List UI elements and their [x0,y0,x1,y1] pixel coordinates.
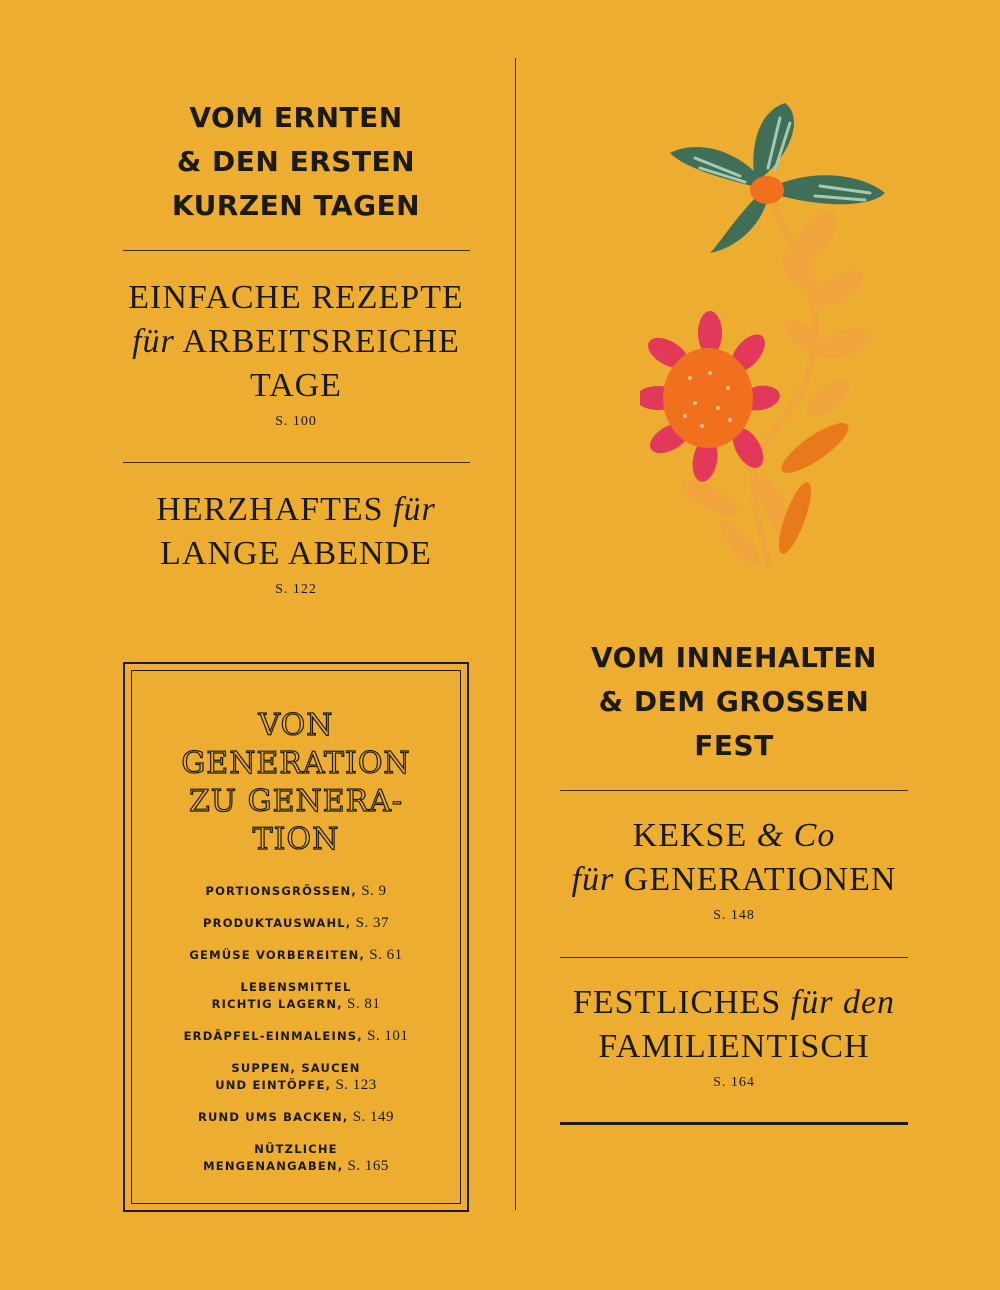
item-page: S. 123 [331,1077,377,1093]
chapter-title-italic: für [132,323,175,360]
page-ref: S. 148 [713,908,755,923]
item-label: SUPPEN, SAUCEN UND EINTÖPFE, [215,1061,361,1092]
list-item[interactable] [132,883,460,900]
item-label: PRODUKTAUSWAHL, [203,916,352,930]
divider [123,462,470,463]
item-label: ERDÄPFEL-EINMALEINS, [183,1029,363,1043]
chapter-entry[interactable] [540,981,928,1091]
item-label: NÜTZLICHE MENGENANGABEN, [203,1142,344,1173]
list-item[interactable] [132,979,460,1013]
page-ref: S. 100 [275,414,317,429]
list-item[interactable] [132,1060,460,1094]
generations-box [123,662,469,1212]
chapter-title-text: ARBEITSREICHE [174,323,460,360]
page-ref: S. 164 [713,1075,755,1090]
divider [560,957,908,958]
item-label: LEBENSMITTEL RICHTIG LAGERN, [211,980,352,1011]
divider [560,790,908,791]
chapter-entry[interactable] [100,488,492,598]
chapter-title-italic: für den [790,984,896,1021]
chapter-title-text: KEKSE [632,817,757,854]
item-page: S. 165 [343,1158,389,1174]
season-title-left: VOM ERNTEN & DEN ERSTEN KURZEN TAGEN [171,101,421,222]
generations-box-inner [131,670,461,1204]
chapter-title-italic: & Co [756,817,836,854]
flower-illustration-icon [640,98,900,598]
chapter-title-italic: für [571,861,615,898]
chapter-title-line [100,320,492,364]
item-label: GEMÜSE VORBEREITEN, [189,948,366,962]
item-page: S. 61 [365,947,403,963]
chapter-title-line [540,858,928,902]
chapter-title-line [540,981,928,1025]
chapter-title-text: GENERATIONEN [614,861,897,898]
list-item[interactable] [132,1141,460,1175]
item-page: S. 9 [356,883,387,899]
list-item[interactable] [132,947,460,964]
season-title-right: VOM INNEHALTEN & DEM GROSSEN FEST [591,641,877,762]
column-divider [515,58,516,1210]
list-item[interactable] [132,1028,460,1045]
reference-list [132,883,460,1175]
chapter-title-italic: für [393,491,436,528]
chapter-title-line [540,814,928,858]
item-label: RUND UMS BACKEN, [197,1110,349,1124]
list-item[interactable] [132,915,460,932]
item-label: PORTIONSGRÖSSEN, [205,884,357,898]
chapter-title-line: FAMILIENTISCH [598,1028,870,1065]
chapter-title-text: HERZHAFTES [156,491,394,528]
item-page: S. 101 [362,1028,409,1044]
divider-thick [560,1122,908,1125]
list-item[interactable] [132,1109,460,1126]
chapter-title-line: EINFACHE REZEPTE [128,279,464,316]
chapter-entry[interactable] [100,276,492,430]
chapter-title-line: TAGE [250,367,342,404]
page-ref: S. 122 [275,582,317,597]
chapter-title-text: FESTLICHES [572,984,791,1021]
divider [123,250,470,251]
chapter-title-line: LANGE ABENDE [160,535,432,572]
chapter-title-line [100,488,492,532]
item-page: S. 81 [342,996,381,1012]
item-page: S. 149 [348,1109,395,1125]
item-page: S. 37 [351,915,389,931]
box-title: VON GENERATION ZU GENERA- TION [181,708,411,857]
chapter-entry[interactable] [540,814,928,924]
